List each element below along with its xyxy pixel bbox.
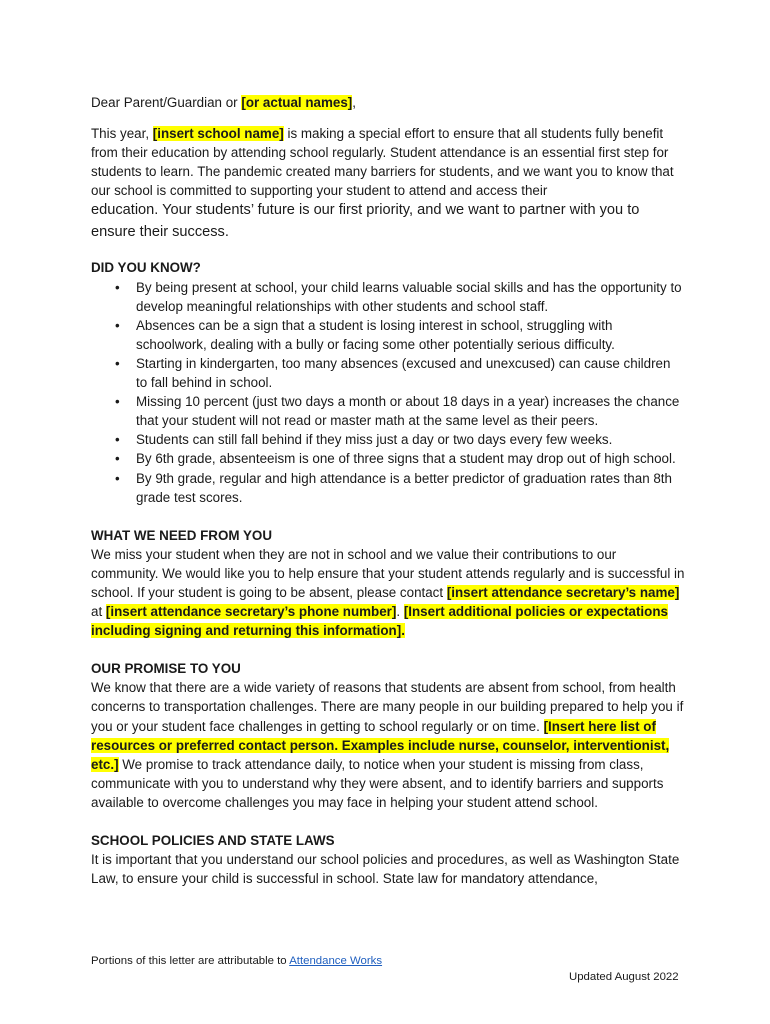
intro-paragraph-end: education. Your students’ future is our first priority, and we want to partner with you to ensure their success. bbox=[91, 202, 640, 240]
footer-text: Portions of this letter are attributable to bbox=[91, 955, 290, 967]
list-item bbox=[91, 392, 685, 430]
school-policies-paragraph: It is important that you understand our school policies and procedures, as well as Washington State Law, to ensure your child is successful in school. State law for mandatory attendance, bbox=[91, 852, 680, 887]
school-policies-section bbox=[91, 831, 685, 888]
what-we-need-heading: WHAT WE NEED FROM YOU bbox=[91, 527, 273, 543]
placeholder-secretary-name: [insert attendance secretary’s name] bbox=[446, 584, 680, 600]
bullet-icon: • bbox=[115, 355, 120, 371]
list-item-text: Starting in kindergarten, too many absences (excused and unexcused) can cause children to fall behind in school. bbox=[136, 355, 671, 391]
list-item bbox=[91, 430, 685, 449]
list-item bbox=[91, 469, 685, 507]
list-item bbox=[91, 278, 685, 316]
list-item bbox=[91, 449, 685, 468]
promise-text-1: We know that there are a wide variety of reasons that students are absent from school, from health concerns to transportation challenges. There are many people in our building prepared to help you if you or your student face challenges in getting to school regularly or on time. bbox=[91, 680, 684, 734]
our-promise-paragraph bbox=[91, 678, 685, 812]
bullet-icon: • bbox=[115, 470, 120, 486]
bullet-icon: • bbox=[115, 394, 120, 410]
list-item-text: By 9th grade, regular and high attendance is a better predictor of graduation rates than 8th grade test scores. bbox=[136, 470, 672, 505]
list-item-text: Students can still fall behind if they miss just a day or two days every few weeks. bbox=[136, 432, 613, 448]
what-we-need-paragraph bbox=[91, 545, 685, 640]
list-item-text: Missing 10 percent (just two days a month or about 18 days in a year) increases the chance that your student will not read or master math at the same level as their peers. bbox=[136, 394, 680, 429]
promise-text-2: We promise to track attendance daily, to notice when your student is missing from class, communicate with you to understand why they were absent, and to identify barriers and supports available to overcome challenges you may face in helping your student attend school. bbox=[91, 756, 664, 810]
need-text-3: . bbox=[396, 604, 404, 620]
list-item-text: By being present at school, your child learns valuable social skills and has the opportunity to develop meaningful relationships with other students and school staff. bbox=[136, 279, 682, 314]
list-item bbox=[91, 354, 685, 392]
placeholder-secretary-phone: [insert attendance secretary’s phone number] bbox=[105, 604, 397, 620]
need-text-1: We miss your student when they are not in school and we value their contributions to our community. We would like you to help ensure that your student attends regularly and is successful in school. If your student is going to be absent, please contact bbox=[91, 546, 685, 600]
did-you-know-list bbox=[91, 278, 685, 507]
greeting-comma: , bbox=[352, 95, 356, 110]
footer-attribution bbox=[91, 955, 382, 967]
school-policies-heading: SCHOOL POLICIES AND STATE LAWS bbox=[91, 833, 335, 848]
placeholder-actual-names: [or actual names] bbox=[241, 95, 353, 110]
bullet-icon: • bbox=[115, 451, 120, 467]
our-promise-heading: OUR PROMISE TO YOU bbox=[91, 661, 241, 677]
intro-text-start: This year, bbox=[91, 126, 153, 142]
intro-paragraph bbox=[91, 124, 685, 200]
list-item-text: By 6th grade, absenteeism is one of three signs that a student may drop out of high school. bbox=[136, 451, 676, 467]
updated-date: Updated August 2022 bbox=[569, 971, 679, 983]
bullet-icon: • bbox=[115, 432, 120, 448]
placeholder-additional-policies: [Insert additional policies or expectations including signing and returning this information]. bbox=[91, 604, 668, 639]
placeholder-school-name: [insert school name] bbox=[152, 126, 284, 142]
did-you-know-section bbox=[91, 258, 685, 506]
list-item bbox=[91, 316, 685, 354]
what-we-need-section bbox=[91, 526, 685, 641]
bullet-icon: • bbox=[115, 317, 120, 333]
intro-text-body: is making a special effort to ensure that all students fully benefit from their education by attending school regularly. Student attendance is an essential first step for students to learn. The pandemic created many barriers for students, and we want you to know that our school is committed to supporting your student to attend and access their bbox=[91, 126, 674, 199]
did-you-know-heading: DID YOU KNOW? bbox=[91, 260, 201, 276]
need-text-2: at bbox=[91, 604, 106, 620]
our-promise-section bbox=[91, 659, 685, 812]
bullet-icon: • bbox=[115, 279, 120, 295]
attendance-works-link[interactable]: Attendance Works bbox=[289, 955, 383, 967]
letter-body bbox=[91, 93, 685, 888]
list-item-text: Absences can be a sign that a student is losing interest in school, struggling with schoolwork, dealing with a bully or facing some other potentially serious difficulty. bbox=[136, 317, 615, 352]
greeting-text: Dear Parent/Guardian or bbox=[91, 95, 242, 110]
greeting bbox=[91, 93, 685, 112]
placeholder-resources: [Insert here list of resources or preferred contact person. Examples include nurse, counselor, interventionist, etc.] bbox=[91, 718, 670, 772]
